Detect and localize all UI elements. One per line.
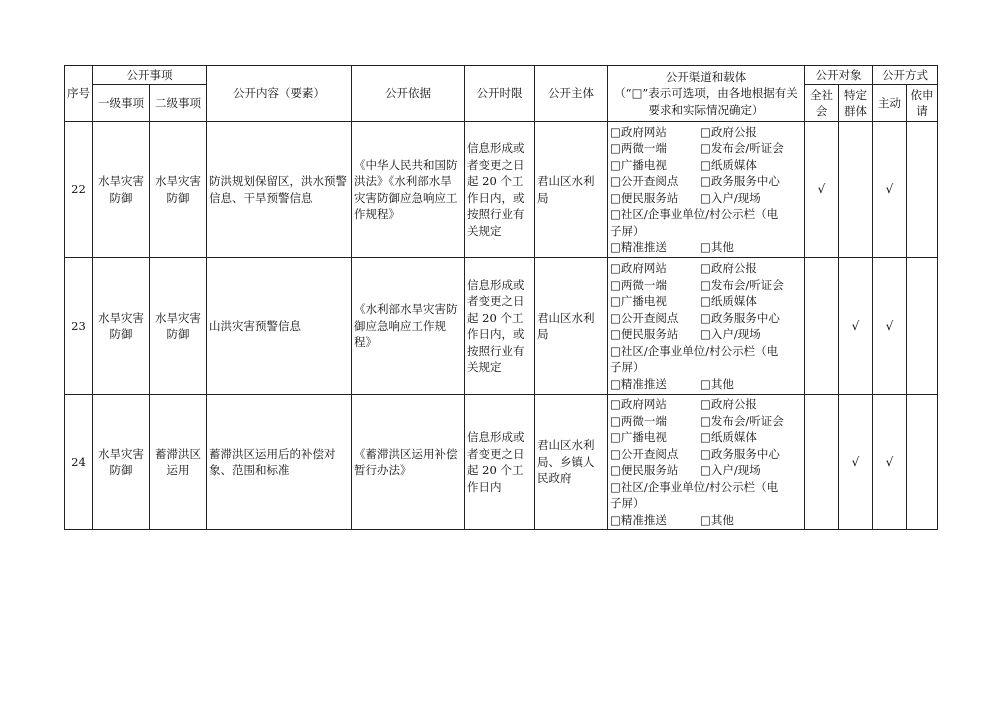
header-row-1 [65, 66, 938, 85]
row-target-all: √ [805, 122, 839, 258]
row-level1: 水旱灾害防御 [93, 258, 150, 395]
row-content: 山洪灾害预警信息 [207, 258, 352, 395]
row-seq: 22 [65, 122, 93, 258]
channel-paper: □纸质媒体 [700, 430, 757, 444]
row-target-group [839, 122, 873, 258]
row-level2: 水旱灾害防御 [150, 258, 207, 395]
channel-precise-push: □精准推送 [610, 240, 667, 254]
header-method-active: 主动 [873, 85, 907, 122]
channel-gov-site: □政府网站 [610, 397, 667, 411]
row-method-request [907, 258, 938, 395]
row-method-request [907, 395, 938, 530]
row-level2: 蓄滞洪区运用 [150, 395, 207, 530]
row-level1: 水旱灾害防御 [93, 395, 150, 530]
channel-broadcast: □广播电视 [610, 430, 667, 444]
channel-gov-site: □政府网站 [610, 124, 667, 139]
header-target-group: 特定群体 [839, 85, 873, 122]
row-channels [608, 258, 805, 395]
row-seq: 23 [65, 258, 93, 395]
channel-two-micro: □两微一端 [610, 413, 667, 428]
channel-service-station: □便民服务站 [610, 327, 679, 341]
header-basis: 公开依据 [352, 66, 465, 122]
channel-bulletin-board: □社区/企事业单位/村公示栏（电 [610, 207, 779, 221]
row-subject: 君山区水利局、乡镇人民政府 [535, 395, 608, 530]
header-items: 公开事项 [93, 66, 207, 85]
channel-paper: □纸质媒体 [700, 157, 757, 172]
channel-gov-site: □政府网站 [610, 261, 667, 275]
row-level1: 水旱灾害防御 [93, 122, 150, 258]
row-subject: 君山区水利局 [535, 258, 608, 395]
channel-other: □其他 [700, 512, 734, 527]
header-channel-title: 公开渠道和载体 [665, 69, 747, 84]
channel-service-center: □政务服务中心 [700, 446, 780, 461]
channel-precise-push: □精准推送 [610, 512, 667, 527]
channel-service-station: □便民服务站 [610, 463, 679, 477]
channel-broadcast: □广播电视 [610, 157, 667, 172]
channel-paper: □纸质媒体 [700, 294, 757, 308]
row-time-limit: 信息形成或者变更之日起 20 个工作日内，或按照行业有关规定 [465, 122, 535, 258]
header-method: 公开方式 [873, 66, 938, 85]
channel-broadcast: □广播电视 [610, 294, 667, 308]
channel-household: □入户/现场 [700, 190, 761, 205]
channel-precise-push: □精准推送 [610, 376, 667, 391]
channel-service-station: □便民服务站 [610, 190, 679, 205]
header-target-all: 全社会 [805, 85, 839, 122]
channel-press: □发布会/听证会 [700, 277, 784, 292]
channel-service-center: □政务服务中心 [700, 310, 780, 325]
channel-two-micro: □两微一端 [610, 141, 667, 155]
table-row [65, 395, 938, 530]
header-channel-note: （“□”表示可选项，由各地根据有关要求和实际情况确定） [614, 86, 798, 117]
channel-reading-point: □公开查阅点 [610, 174, 679, 188]
header-level2: 二级事项 [150, 85, 207, 122]
disclosure-table [64, 65, 938, 530]
row-seq: 24 [65, 395, 93, 530]
row-method-request [907, 122, 938, 258]
row-target-all [805, 258, 839, 395]
channel-bulletin-board-cont: 子屏） [610, 360, 645, 374]
row-channels [608, 122, 805, 258]
channel-gov-bulletin: □政府公报 [700, 124, 757, 139]
row-target-group: √ [839, 395, 873, 530]
row-time-limit: 信息形成或者变更之日起 20 个工作日内 [465, 395, 535, 530]
row-subject: 君山区水利局 [535, 122, 608, 258]
row-method-active: √ [873, 122, 907, 258]
table-row [65, 258, 938, 395]
channel-press: □发布会/听证会 [700, 141, 784, 155]
header-method-request: 依申请 [907, 85, 938, 122]
table-row [65, 122, 938, 258]
row-method-active: √ [873, 395, 907, 530]
channel-household: □入户/现场 [700, 327, 761, 341]
channel-service-center: □政务服务中心 [700, 174, 780, 188]
channel-other: □其他 [700, 240, 734, 254]
row-channels [608, 395, 805, 530]
channel-reading-point: □公开查阅点 [610, 446, 679, 461]
header-channels [608, 66, 805, 122]
row-target-all [805, 395, 839, 530]
row-basis: 《蓄滞洪区运用补偿暂行办法》 [352, 395, 465, 530]
channel-gov-bulletin: □政府公报 [700, 397, 757, 411]
header-content: 公开内容（要素） [207, 66, 352, 122]
channel-bulletin-board-cont: 子屏） [610, 223, 645, 238]
row-target-group: √ [839, 258, 873, 395]
header-time-limit: 公开时限 [465, 66, 535, 122]
header-seq: 序号 [65, 66, 93, 122]
channel-bulletin-board: □社区/企事业单位/村公示栏（电 [610, 479, 779, 494]
row-method-active: √ [873, 258, 907, 395]
row-content: 防洪规划保留区，洪水预警信息、干旱预警信息 [207, 122, 352, 258]
channel-bulletin-board: □社区/企事业单位/村公示栏（电 [610, 343, 779, 358]
channel-household: □入户/现场 [700, 463, 761, 477]
channel-press: □发布会/听证会 [700, 413, 784, 428]
channel-reading-point: □公开查阅点 [610, 310, 679, 325]
channel-other: □其他 [700, 376, 734, 391]
header-subject: 公开主体 [535, 66, 608, 122]
header-target: 公开对象 [805, 66, 873, 85]
channel-gov-bulletin: □政府公报 [700, 261, 757, 275]
row-level2: 水旱灾害防御 [150, 122, 207, 258]
row-basis: 《水利部水旱灾害防御应急响应工作规程》 [352, 258, 465, 395]
row-time-limit: 信息形成或者变更之日起 20 个工作日内，或按照行业有关规定 [465, 258, 535, 395]
channel-two-micro: □两微一端 [610, 277, 667, 292]
header-level1: 一级事项 [93, 85, 150, 122]
row-basis: 《中华人民共和国防洪法》《水利部水旱灾害防御应急响应工作规程》 [352, 122, 465, 258]
row-content: 蓄滞洪区运用后的补偿对象、范围和标准 [207, 395, 352, 530]
channel-bulletin-board-cont: 子屏） [610, 496, 645, 510]
